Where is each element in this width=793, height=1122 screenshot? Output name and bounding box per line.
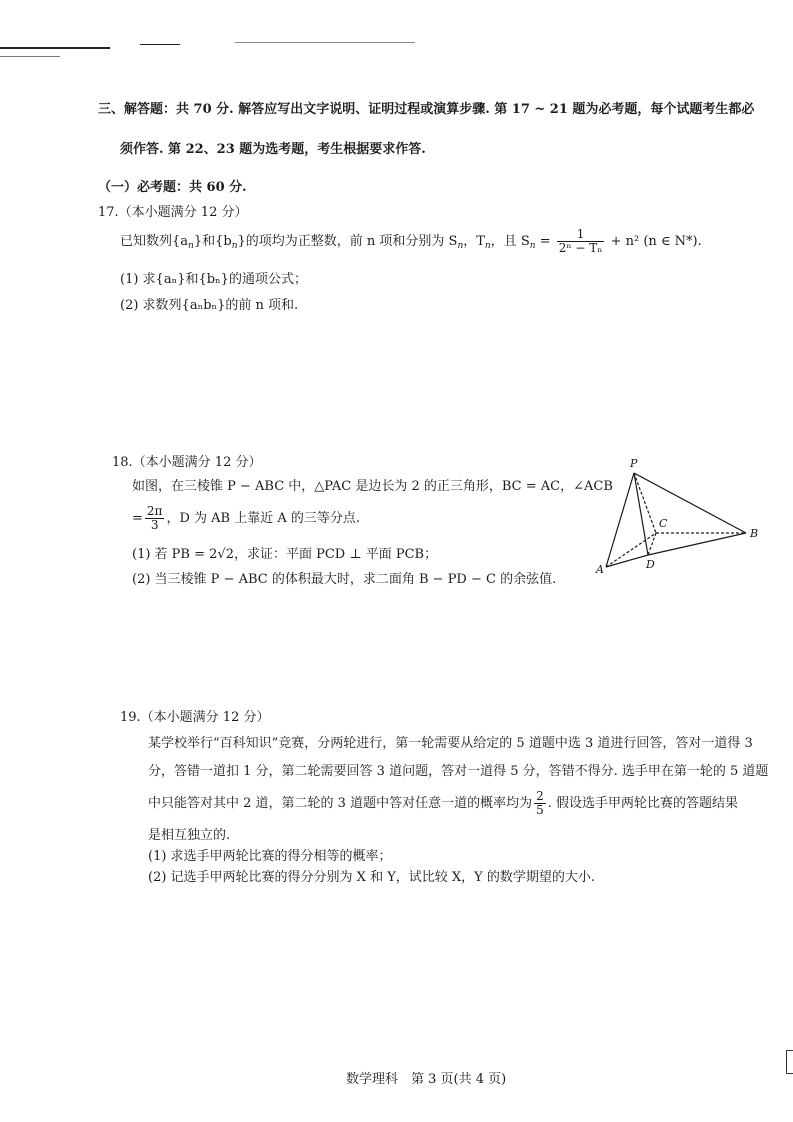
edge-PC	[634, 473, 656, 533]
q18-stem2: = $\frac{2\pi}{3}$ ，D 为 AB 上靠近 A 的三等分点.	[132, 504, 360, 532]
edge-AD	[606, 555, 648, 567]
scan-edge-line	[0, 56, 60, 57]
label-A: A	[596, 563, 604, 576]
q19-header: 19.（本小题满分 12 分）	[120, 710, 270, 725]
q17-stem: 已知数列$\{a_n\}$和$\{b_n\}$的项均为正整数，前 n 项和分别为 $S_n$，$T_n$，且 $S_n$ = $\frac{1}{\text{2ⁿ − Tₙ}}$ + n² (n ∈ N*).	[120, 227, 702, 255]
scan-edge-mark	[786, 1050, 793, 1074]
scan-edge-line	[140, 44, 180, 45]
q19-line4: 是相互独立的.	[148, 828, 231, 843]
required-section-heading: （一）必考题：共 60 分.	[98, 180, 247, 195]
q17-fraction: $\frac{1}{\text{2ⁿ − Tₙ}}$	[558, 227, 603, 255]
page-footer: 数学理科 第 3 页(共 4 页)	[346, 1072, 507, 1087]
q19-line3: 中只能答对其中 2 道，第二轮的 3 道题中答对任意一道的概率均为 $\frac{2}{5}$ . 假设选手甲两轮比赛的答题结果	[148, 789, 738, 817]
scan-edge-line	[0, 47, 110, 49]
edge-DB	[648, 533, 746, 555]
q19-fraction: $\frac{2}{5}$	[536, 789, 544, 817]
q18-stem1: 如图，在三棱锥 P − ABC 中，△PAC 是边长为 2 的正三角形，BC = AC，∠ACB	[132, 479, 613, 494]
q18-fraction: $\frac{2\pi}{3}$	[146, 504, 163, 532]
q19-part2: (2) 记选手甲两轮比赛的得分分别为 X 和 Y，试比较 X，Y 的数学期望的大小.	[148, 870, 596, 885]
q19-part1: (1) 求选手甲两轮比赛的得分相等的概率；	[148, 849, 392, 864]
section-instruction-line2: 须作答. 第 22、23 题为选考题，考生根据要求作答.	[120, 142, 426, 157]
section-instruction-line1: 三、解答题：共 70 分. 解答应写出文字说明、证明过程或演算步骤. 第 17 ~ 21 题为必考题，每个试题考生都必	[98, 102, 755, 117]
label-C: C	[659, 517, 668, 530]
scan-edge-line	[235, 42, 415, 43]
q17-part2: (2) 求数列{aₙbₙ}的前 n 项和.	[120, 298, 299, 313]
q19-line2: 分，答错一道扣 1 分，第二轮需要回答 3 道问题，答对一道得 5 分，答错不得分. 选手甲在第一轮的 5 道题	[148, 764, 769, 779]
tetrahedron-figure	[590, 455, 770, 585]
label-B: B	[750, 527, 759, 540]
q17-header: 17.（本小题满分 12 分）	[98, 205, 248, 220]
label-D: D	[646, 558, 655, 571]
label-P: P	[630, 457, 638, 470]
edge-PA	[606, 473, 634, 567]
q18-part1: (1) 若 PB = 2√2，求证：平面 PCD ⊥ 平面 PCB；	[132, 547, 438, 562]
edge-PB	[634, 473, 746, 533]
q17-part1: (1) 求{aₙ}和{bₙ}的通项公式；	[120, 272, 307, 287]
q18-part2: (2) 当三棱锥 P − ABC 的体积最大时，求二面角 B − PD − C 的余弦值.	[132, 572, 557, 587]
q18-header: 18.（本小题满分 12 分）	[112, 455, 262, 470]
q19-line1: 某学校举行“百科知识”竞赛，分两轮进行，第一轮需要从给定的 5 道题中选 3 道进行回答，答对一道得 3	[148, 736, 753, 751]
